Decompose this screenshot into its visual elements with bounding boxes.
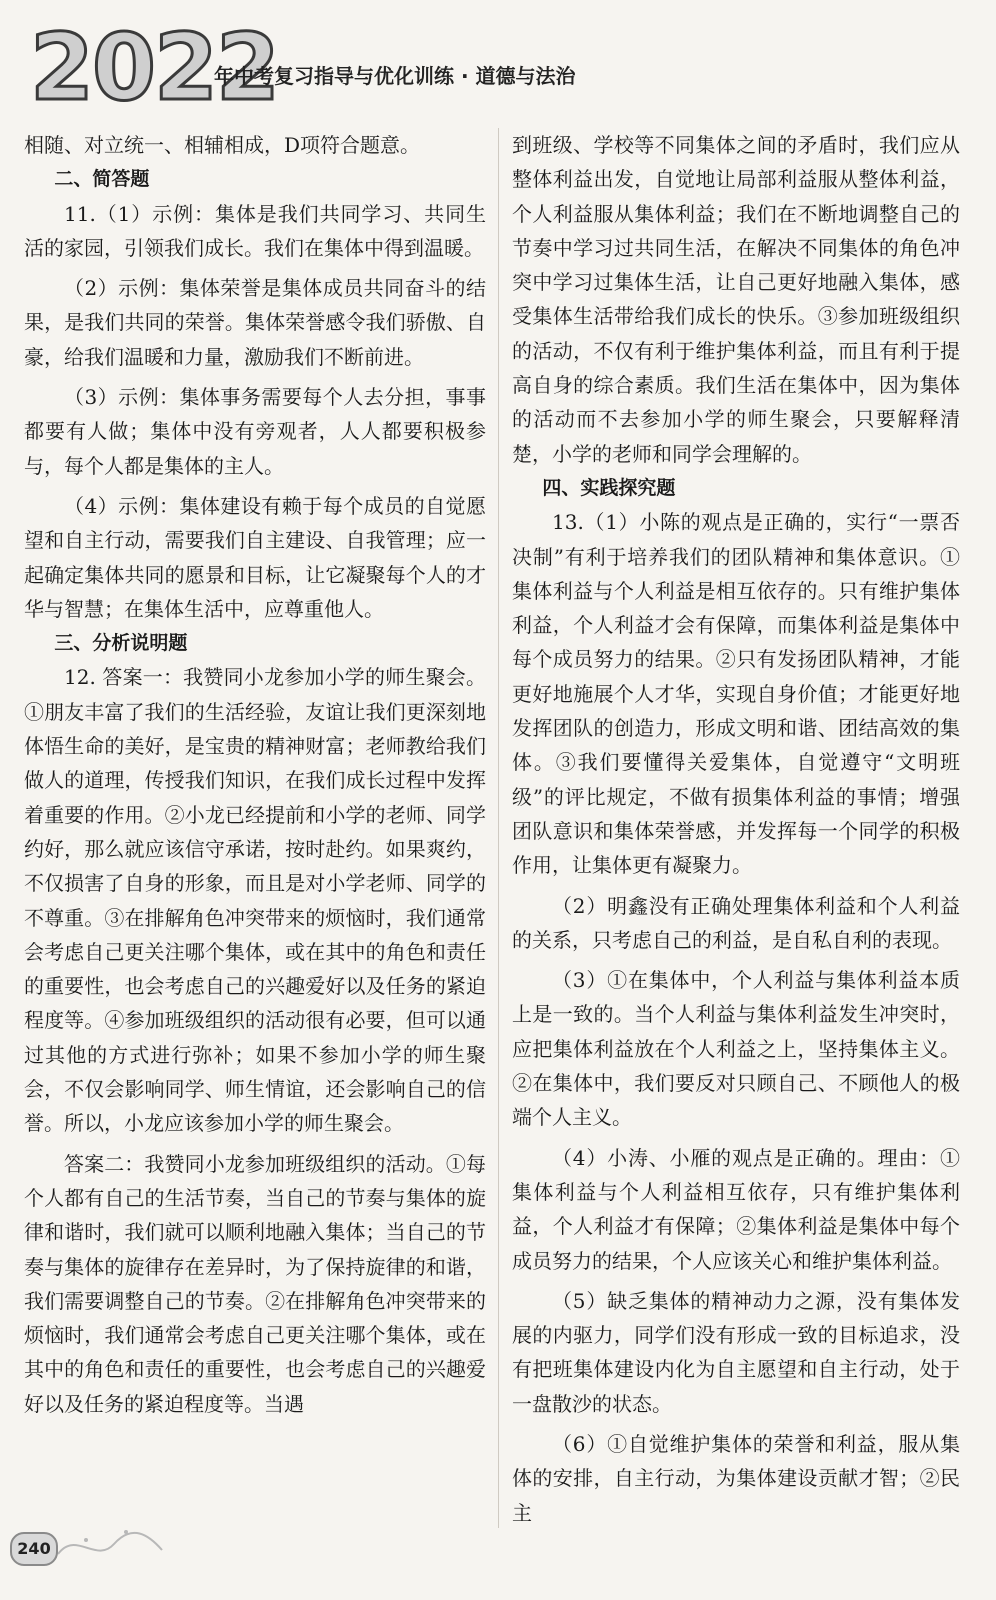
paragraph: （3）①在集体中，个人利益与集体利益本质上是一致的。当个人利益与集体利益发生冲突时，应把集体利益放在个人利益之上，坚持集体主义。②在集体中，我们要反对只顾自己、不顾他人的极端个人主义。 [512,968,960,1130]
column-divider [498,128,499,1528]
year-logo: 2022 [30,14,279,121]
paragraph: 答案二：我赞同小龙参加班级组织的活动。①每个人都有自己的生活节奏，当自己的节奏与集体的旋律和谐时，我们就可以顺利地融入集体；当自己的节奏与集体的旋律存在差异时，为了保持旋律的和谐，我们需要调整自己的节奏。②在排解角色冲突带来的烦恼时，我们通常会考虑自己更关注哪个集体，或在其中的角色和责任的重要性，也会考虑自己的兴趣爱好以及任务的紧迫程度等。当遇 [24,1151,486,1416]
section-heading: 三、分析说明题 [54,632,188,655]
section-heading: 二、简答题 [54,168,150,191]
paragraph: 13.（1）小陈的观点是正确的，实行“一票否决制”有利于培养我们的团队精神和集体意识。①集体利益与个人利益是相互依存的。只有维护集体利益，个人利益才会有保障，而集体利益是集体中每个成员努力的结果。②只有发扬团队精神，才能更好地施展个人才华，实现自身价值；才能更好地发挥团队的创造力，形成文明和谐、团结高效的集体。③我们要懂得关爱集体，自觉遵守“文明班级”的评比规定，不做有损集体利益的事情；增强团队意识和集体荣誉感，并发挥每一个同学的积极作用，让集体更有凝聚力。 [512,510,960,878]
left-column [24,128,486,1421]
paragraph: （4）示例：集体建设有赖于每个成员的自觉愿望和自主行动，需要我们自主建设、自我管理；应一起确定集体共同的愿景和目标，让它凝聚每个人的才华与智慧；在集体生活中，应尊重他人。 [24,493,486,621]
paragraph: （6）①自觉维护集体的荣誉和利益，服从集体的安排，自主行动，为集体建设贡献才智；②民主 [512,1431,960,1525]
paragraph: 到班级、学校等不同集体之间的矛盾时，我们应从整体利益出发，自觉地让局部利益服从整体利益，个人利益服从集体利益；我们在不断地调整自己的节奏中学习过共同生活，在解决不同集体的角色冲突中学习过集体生活，让自己更好地融入集体，感受集体生活带给我们成长的快乐。③参加班级组织的活动，不仅有利于维护集体利益，而且有利于提高自身的综合素质。我们生活在集体中，因为集体的活动而不去参加小学的师生聚会，只要解释清楚，小学的老师和同学会理解的。 [512,133,960,466]
paragraph: （2）明鑫没有正确处理集体利益和个人利益的关系，只考虑自己的利益，是自私自利的表现。 [512,893,960,952]
paragraph: （2）示例：集体荣誉是集体成员共同奋斗的结果，是我们共同的荣誉。集体荣誉感令我们骄傲、自豪，给我们温暖和力量，激励我们不断前进。 [24,276,486,369]
book-title: 年中考复习指导与优化训练 · 道德与法治 [214,64,576,88]
right-column [512,128,960,1530]
section-heading: 四、实践探究题 [542,476,676,499]
paragraph: （4）小涛、小雁的观点是正确的。理由：①集体利益与个人利益相互依存，只有维护集体利益，个人利益才有保障；②集体利益是集体中每个成员努力的结果，个人应该关心和维护集体利益。 [512,1145,960,1273]
paragraph: 12. 答案一：我赞同小龙参加小学的师生聚会。①朋友丰富了我们的生活经验，友谊让我们更深刻地体悟生命的美好，是宝贵的精神财富；老师教给我们做人的道理，传授我们知识，在我们成长过程中发挥着重要的作用。②小龙已经提前和小学的老师、同学约好，那么就应该信守承诺，按时赴约。如果爽约，不仅损害了自身的形象，而且是对小学老师、同学的不尊重。③在排解角色冲突带来的烦恼时，我们通常会考虑自己更关注哪个集体，或在其中的角色和责任的重要性，也会考虑自己的兴趣爱好以及任务的紧迫程度等。④参加班级组织的活动很有必要，但可以通过其他的方式进行弥补；如果不参加小学的师生聚会，不仅会影响同学、师生情谊，还会影响自己的信誉。所以，小龙应该参加小学的师生聚会。 [24,665,486,1136]
paragraph: 11.（1）示例：集体是我们共同学习、共同生活的家园，引领我们成长。我们在集体中得到温暖。 [24,201,486,260]
decorative-swirl-icon [56,1520,166,1566]
paragraph: （5）缺乏集体的精神动力之源，没有集体发展的内驱力，同学们没有形成一致的目标追求，没有把班集体建设内化为自主愿望和自主行动，处于一盘散沙的状态。 [512,1288,960,1416]
page-number: 240 [10,1532,58,1566]
paragraph: 相随、对立统一、相辅相成，D项符合题意。 [24,133,421,157]
page-header [0,0,996,125]
paragraph: （3）示例：集体事务需要每个人去分担，事事都要有人做；集体中没有旁观者，人人都要积极参与，每个人都是集体的主人。 [24,385,486,478]
